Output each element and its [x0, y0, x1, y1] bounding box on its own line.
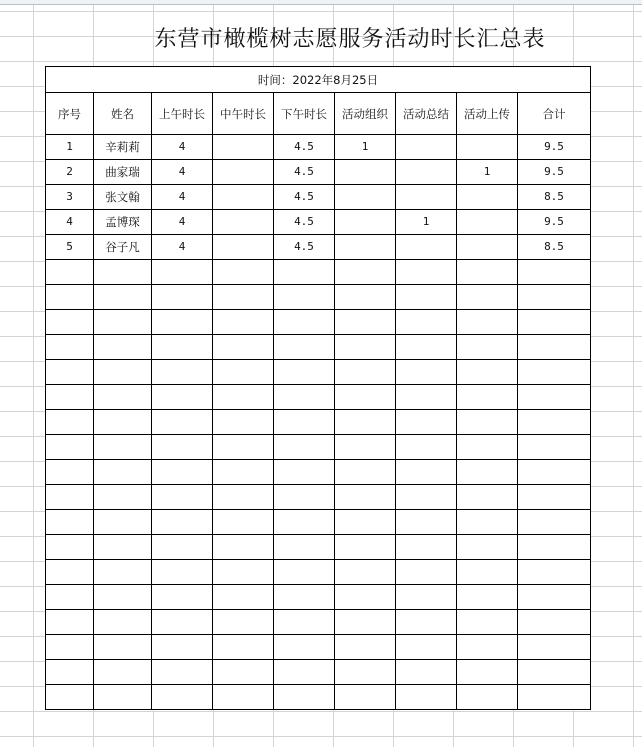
empty-row [46, 410, 591, 435]
empty-cell[interactable] [274, 585, 335, 610]
empty-cell[interactable] [274, 485, 335, 510]
empty-row [46, 510, 591, 535]
empty-cell[interactable] [335, 510, 396, 535]
empty-cell[interactable] [396, 285, 457, 310]
empty-cell[interactable] [335, 260, 396, 285]
empty-row [46, 460, 591, 485]
empty-cell[interactable] [274, 560, 335, 585]
empty-cell[interactable] [46, 510, 94, 535]
empty-cell[interactable] [213, 310, 274, 335]
total-cell[interactable]: 9.5 [518, 135, 591, 160]
empty-cell[interactable] [213, 610, 274, 635]
empty-cell[interactable] [46, 485, 94, 510]
table-row [46, 135, 591, 160]
empty-cell[interactable] [457, 335, 518, 360]
empty-cell[interactable] [152, 460, 213, 485]
empty-cell[interactable] [213, 560, 274, 585]
empty-cell[interactable] [152, 435, 213, 460]
empty-cell[interactable] [396, 685, 457, 710]
name-cell[interactable]: 辛莉莉 [94, 135, 152, 160]
empty-cell[interactable] [46, 585, 94, 610]
empty-cell[interactable] [46, 560, 94, 585]
empty-cell[interactable] [46, 435, 94, 460]
empty-cell[interactable] [396, 485, 457, 510]
empty-cell[interactable] [457, 610, 518, 635]
empty-cell[interactable] [46, 685, 94, 710]
empty-cell[interactable] [152, 485, 213, 510]
noon-cell[interactable] [213, 235, 274, 260]
date-cell[interactable]: 时间：2022年8月25日 [46, 67, 591, 93]
upload-cell[interactable]: 1 [457, 160, 518, 185]
empty-cell[interactable] [152, 285, 213, 310]
empty-cell[interactable] [152, 635, 213, 660]
empty-cell[interactable] [396, 335, 457, 360]
empty-cell[interactable] [152, 385, 213, 410]
empty-cell[interactable] [152, 535, 213, 560]
empty-cell[interactable] [213, 535, 274, 560]
empty-cell[interactable] [152, 660, 213, 685]
empty-cell[interactable] [213, 485, 274, 510]
morning-cell[interactable]: 4 [152, 185, 213, 210]
empty-cell[interactable] [457, 310, 518, 335]
empty-cell[interactable] [46, 310, 94, 335]
upload-cell[interactable] [457, 135, 518, 160]
afternoon-cell[interactable]: 4.5 [274, 185, 335, 210]
header-cell-noon[interactable]: 中午时长 [213, 93, 274, 135]
seq-cell[interactable]: 4 [46, 210, 94, 235]
spreadsheet-column-header [0, 0, 642, 5]
empty-cell[interactable] [457, 285, 518, 310]
empty-cell[interactable] [274, 335, 335, 360]
empty-cell[interactable] [396, 260, 457, 285]
empty-cell[interactable] [152, 360, 213, 385]
noon-cell[interactable] [213, 210, 274, 235]
empty-cell[interactable] [457, 435, 518, 460]
empty-cell[interactable] [94, 635, 152, 660]
seq-cell[interactable]: 5 [46, 235, 94, 260]
empty-row [46, 610, 591, 635]
header-cell-organize[interactable]: 活动组织 [335, 93, 396, 135]
summary-cell[interactable] [396, 235, 457, 260]
noon-cell[interactable] [213, 135, 274, 160]
summary-table [45, 66, 591, 710]
empty-cell[interactable] [457, 260, 518, 285]
name-cell[interactable]: 孟博琛 [94, 210, 152, 235]
empty-cell[interactable] [396, 635, 457, 660]
empty-cell[interactable] [213, 410, 274, 435]
empty-cell[interactable] [274, 435, 335, 460]
empty-cell[interactable] [518, 410, 591, 435]
empty-cell[interactable] [274, 260, 335, 285]
empty-cell[interactable] [396, 460, 457, 485]
empty-cell[interactable] [457, 685, 518, 710]
seq-cell[interactable]: 1 [46, 135, 94, 160]
empty-cell[interactable] [335, 560, 396, 585]
empty-cell[interactable] [518, 635, 591, 660]
empty-cell[interactable] [274, 460, 335, 485]
empty-cell[interactable] [396, 385, 457, 410]
empty-cell[interactable] [46, 360, 94, 385]
empty-row [46, 585, 591, 610]
afternoon-cell[interactable]: 4.5 [274, 135, 335, 160]
empty-cell[interactable] [457, 360, 518, 385]
empty-cell[interactable] [152, 410, 213, 435]
afternoon-cell[interactable]: 4.5 [274, 160, 335, 185]
empty-cell[interactable] [335, 460, 396, 485]
empty-cell[interactable] [152, 510, 213, 535]
table-row [46, 185, 591, 210]
morning-cell[interactable]: 4 [152, 235, 213, 260]
empty-cell[interactable] [274, 310, 335, 335]
empty-cell[interactable] [274, 660, 335, 685]
empty-cell[interactable] [94, 485, 152, 510]
empty-cell[interactable] [396, 310, 457, 335]
empty-cell[interactable] [94, 335, 152, 360]
empty-row [46, 260, 591, 285]
empty-row [46, 310, 591, 335]
empty-cell[interactable] [396, 510, 457, 535]
empty-cell[interactable] [518, 685, 591, 710]
empty-cell[interactable] [396, 410, 457, 435]
upload-cell[interactable] [457, 210, 518, 235]
empty-cell[interactable] [396, 585, 457, 610]
summary-cell[interactable] [396, 160, 457, 185]
empty-cell[interactable] [518, 510, 591, 535]
empty-cell[interactable] [213, 285, 274, 310]
sheet-title: 东营市橄榄树志愿服务活动时长汇总表 [154, 27, 546, 52]
empty-cell[interactable] [94, 660, 152, 685]
empty-cell[interactable] [457, 660, 518, 685]
empty-cell[interactable] [274, 410, 335, 435]
empty-cell[interactable] [518, 610, 591, 635]
empty-cell[interactable] [335, 435, 396, 460]
empty-cell[interactable] [213, 360, 274, 385]
empty-cell[interactable] [94, 610, 152, 635]
empty-cell[interactable] [94, 560, 152, 585]
empty-cell[interactable] [518, 535, 591, 560]
empty-cell[interactable] [518, 260, 591, 285]
noon-cell[interactable] [213, 185, 274, 210]
seq-cell[interactable]: 3 [46, 185, 94, 210]
empty-cell[interactable] [274, 510, 335, 535]
empty-cell[interactable] [457, 410, 518, 435]
empty-cell[interactable] [94, 460, 152, 485]
empty-cell[interactable] [396, 535, 457, 560]
empty-cell[interactable] [152, 685, 213, 710]
empty-cell[interactable] [457, 535, 518, 560]
table-row [46, 160, 591, 185]
empty-cell[interactable] [457, 385, 518, 410]
table-row [46, 210, 591, 235]
empty-cell[interactable] [46, 460, 94, 485]
empty-cell[interactable] [213, 260, 274, 285]
organize-cell[interactable] [335, 210, 396, 235]
empty-cell[interactable] [46, 385, 94, 410]
empty-row [46, 660, 591, 685]
header-cell-afternoon[interactable]: 下午时长 [274, 93, 335, 135]
morning-cell[interactable]: 4 [152, 210, 213, 235]
empty-cell[interactable] [213, 510, 274, 535]
empty-row [46, 435, 591, 460]
empty-cell[interactable] [518, 360, 591, 385]
empty-cell[interactable] [518, 335, 591, 360]
header-cell-summary[interactable]: 活动总结 [396, 93, 457, 135]
empty-cell[interactable] [94, 535, 152, 560]
empty-cell[interactable] [46, 535, 94, 560]
empty-row [46, 635, 591, 660]
empty-cell[interactable] [213, 435, 274, 460]
total-cell[interactable]: 9.5 [518, 210, 591, 235]
header-cell-name[interactable]: 姓名 [94, 93, 152, 135]
empty-cell[interactable] [457, 635, 518, 660]
empty-cell[interactable] [94, 585, 152, 610]
empty-cell[interactable] [94, 385, 152, 410]
empty-cell[interactable] [335, 335, 396, 360]
empty-cell[interactable] [335, 685, 396, 710]
upload-cell[interactable] [457, 185, 518, 210]
empty-cell[interactable] [335, 485, 396, 510]
empty-cell[interactable] [335, 585, 396, 610]
empty-cell[interactable] [213, 685, 274, 710]
empty-cell[interactable] [396, 435, 457, 460]
empty-cell[interactable] [518, 310, 591, 335]
empty-cell[interactable] [94, 360, 152, 385]
empty-cell[interactable] [46, 635, 94, 660]
empty-cell[interactable] [518, 660, 591, 685]
empty-cell[interactable] [274, 285, 335, 310]
total-cell[interactable]: 9.5 [518, 160, 591, 185]
empty-cell[interactable] [274, 685, 335, 710]
empty-cell[interactable] [213, 460, 274, 485]
empty-cell[interactable] [274, 610, 335, 635]
empty-cell[interactable] [518, 285, 591, 310]
empty-cell[interactable] [46, 660, 94, 685]
empty-cell[interactable] [46, 610, 94, 635]
empty-cell[interactable] [152, 560, 213, 585]
seq-cell[interactable]: 2 [46, 160, 94, 185]
empty-row [46, 685, 591, 710]
empty-row [46, 560, 591, 585]
name-cell[interactable]: 谷子凡 [94, 235, 152, 260]
empty-cell[interactable] [335, 635, 396, 660]
table-row [46, 235, 591, 260]
empty-cell[interactable] [335, 535, 396, 560]
noon-cell[interactable] [213, 160, 274, 185]
organize-cell[interactable] [335, 160, 396, 185]
header-row [46, 93, 591, 135]
empty-cell[interactable] [457, 510, 518, 535]
empty-cell[interactable] [46, 285, 94, 310]
empty-cell[interactable] [335, 610, 396, 635]
empty-cell[interactable] [274, 535, 335, 560]
empty-cell[interactable] [213, 385, 274, 410]
empty-cell[interactable] [396, 560, 457, 585]
empty-cell[interactable] [335, 660, 396, 685]
empty-row [46, 335, 591, 360]
morning-cell[interactable]: 4 [152, 135, 213, 160]
morning-cell[interactable]: 4 [152, 160, 213, 185]
empty-row [46, 485, 591, 510]
header-cell-upload[interactable]: 活动上传 [457, 93, 518, 135]
empty-cell[interactable] [518, 560, 591, 585]
summary-cell[interactable]: 1 [396, 210, 457, 235]
empty-cell[interactable] [518, 585, 591, 610]
summary-cell[interactable] [396, 135, 457, 160]
empty-cell[interactable] [335, 410, 396, 435]
empty-cell[interactable] [94, 435, 152, 460]
empty-cell[interactable] [213, 635, 274, 660]
empty-cell[interactable] [396, 360, 457, 385]
empty-cell[interactable] [518, 485, 591, 510]
empty-cell[interactable] [46, 410, 94, 435]
empty-cell[interactable] [46, 260, 94, 285]
empty-cell[interactable] [274, 385, 335, 410]
empty-cell[interactable] [46, 335, 94, 360]
empty-cell[interactable] [335, 360, 396, 385]
empty-cell[interactable] [94, 310, 152, 335]
total-cell[interactable]: 8.5 [518, 185, 591, 210]
empty-cell[interactable] [152, 335, 213, 360]
empty-cell[interactable] [335, 385, 396, 410]
empty-cell[interactable] [396, 610, 457, 635]
empty-cell[interactable] [335, 285, 396, 310]
organize-cell[interactable]: 1 [335, 135, 396, 160]
empty-row [46, 285, 591, 310]
afternoon-cell[interactable]: 4.5 [274, 210, 335, 235]
total-cell[interactable]: 8.5 [518, 235, 591, 260]
empty-cell[interactable] [274, 360, 335, 385]
empty-cell[interactable] [94, 685, 152, 710]
empty-row [46, 360, 591, 385]
empty-cell[interactable] [457, 485, 518, 510]
name-cell[interactable]: 曲家瑞 [94, 160, 152, 185]
afternoon-cell[interactable]: 4.5 [274, 235, 335, 260]
empty-cell[interactable] [457, 585, 518, 610]
upload-cell[interactable] [457, 235, 518, 260]
empty-cell[interactable] [94, 260, 152, 285]
name-cell[interactable]: 张文翰 [94, 185, 152, 210]
header-cell-morning[interactable]: 上午时长 [152, 93, 213, 135]
empty-cell[interactable] [396, 660, 457, 685]
empty-cell[interactable] [213, 335, 274, 360]
empty-cell[interactable] [213, 660, 274, 685]
empty-cell[interactable] [274, 635, 335, 660]
empty-cell[interactable] [152, 585, 213, 610]
empty-cell[interactable] [152, 310, 213, 335]
empty-cell[interactable] [94, 410, 152, 435]
organize-cell[interactable] [335, 185, 396, 210]
empty-cell[interactable] [213, 585, 274, 610]
empty-cell[interactable] [518, 385, 591, 410]
empty-cell[interactable] [94, 285, 152, 310]
empty-cell[interactable] [518, 460, 591, 485]
empty-cell[interactable] [457, 560, 518, 585]
empty-cell[interactable] [335, 310, 396, 335]
empty-cell[interactable] [518, 435, 591, 460]
empty-row [46, 385, 591, 410]
summary-cell[interactable] [396, 185, 457, 210]
empty-cell[interactable] [94, 510, 152, 535]
organize-cell[interactable] [335, 235, 396, 260]
empty-cell[interactable] [152, 610, 213, 635]
empty-cell[interactable] [457, 460, 518, 485]
empty-row [46, 535, 591, 560]
header-cell-total[interactable]: 合计 [518, 93, 591, 135]
empty-cell[interactable] [152, 260, 213, 285]
header-cell-seq[interactable]: 序号 [46, 93, 94, 135]
